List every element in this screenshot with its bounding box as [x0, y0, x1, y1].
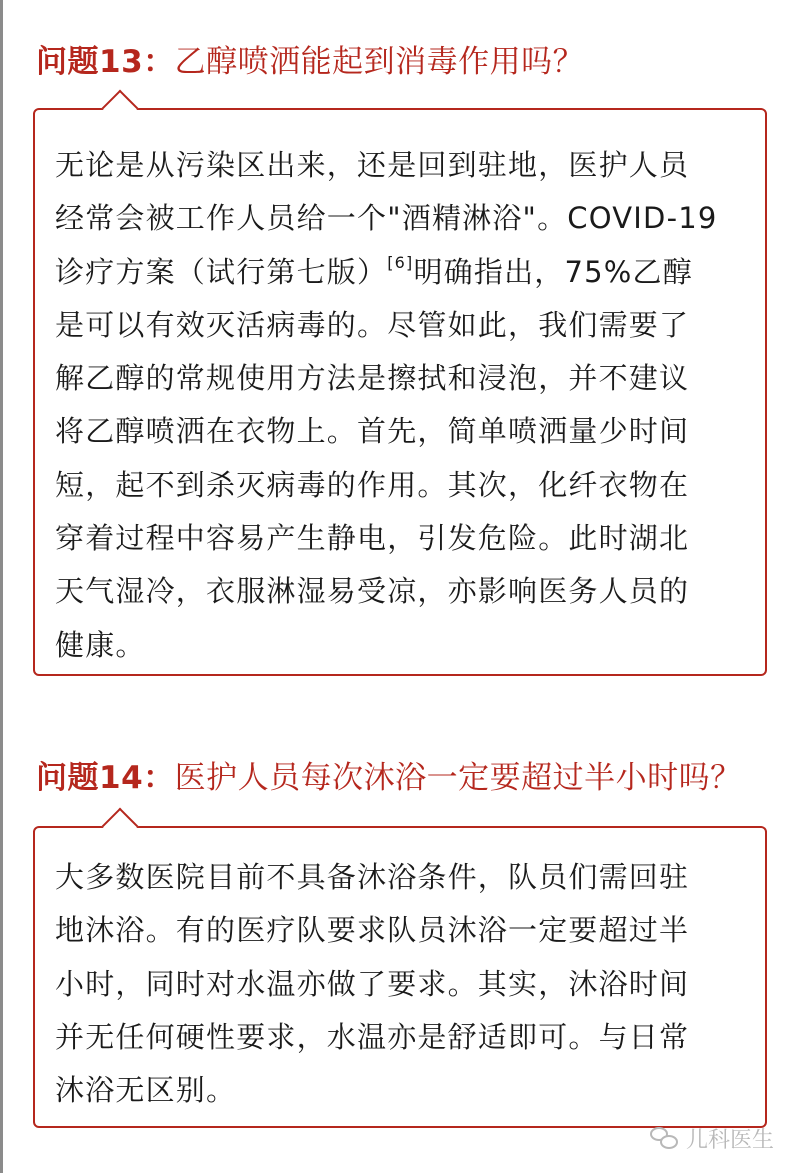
answer-14-box — [33, 826, 767, 1128]
answer-14-notch — [102, 808, 139, 845]
answer-14-text — [55, 851, 751, 1117]
answer-13-line: 将乙醇喷洒在衣物上。首先，简单喷洒量少时间 — [55, 414, 690, 449]
answer-14-line: 并无任何硬性要求，水温亦是舒适即可。与日常 — [55, 1019, 690, 1054]
question-13-title: 乙醇喷洒能起到消毒作用吗？ — [174, 44, 585, 80]
answer-13-line: 天气湿冷，衣服淋湿易受凉，亦影响医务人员的 — [55, 574, 690, 609]
question-13-label: 问题13： — [36, 44, 175, 80]
answer-13-box — [33, 108, 767, 676]
answer-13-line: 经常会被工作人员给一个"酒精淋浴"。COVID-19 — [55, 201, 718, 236]
question-13-heading — [36, 40, 584, 84]
answer-13-line: 解乙醇的常规使用方法是擦拭和浸泡，并不建议 — [55, 361, 690, 396]
answer-14-line: 地沐浴。有的医疗队要求队员沐浴一定要超过半 — [55, 913, 690, 948]
answer-14-line: 大多数医院目前不具备沐浴条件，队员们需回驻 — [55, 860, 690, 894]
answer-13-line: 短，起不到杀灭病毒的作用。其次，化纤衣物在 — [55, 467, 690, 502]
answer-13-line-part: 明确指出，75%乙醇 — [413, 254, 693, 289]
watermark-text: 儿科医生 — [685, 1128, 774, 1153]
question-14-heading — [36, 756, 742, 800]
answer-14-line: 小时，同时对水温亦做了要求。其实，沐浴时间 — [55, 966, 690, 1001]
answer-13-line — [55, 246, 751, 299]
answer-13-line: 穿着过程中容易产生静电，引发危险。此时湖北 — [55, 521, 690, 556]
watermark — [650, 1123, 774, 1154]
reference-marker: [6] — [387, 252, 414, 272]
answer-13-line-part: 诊疗方案（试行第七版） — [55, 254, 388, 289]
answer-13-line: 健康。 — [55, 627, 146, 662]
answer-13-line: 是可以有效灭活病毒的。尽管如此，我们需要了 — [55, 307, 690, 342]
question-14-title: 医护人员每次沐浴一定要超过半小时吗？ — [174, 760, 742, 796]
answer-14-line: 沐浴无区别。 — [55, 1073, 237, 1108]
answer-13-notch — [102, 90, 139, 127]
wechat-icon — [650, 1127, 680, 1151]
answer-13-line: 无论是从污染区出来，还是回到驻地，医护人员 — [55, 148, 690, 182]
answer-13-text — [55, 139, 751, 672]
question-14-label: 问题14： — [36, 760, 175, 796]
left-margin-rule — [0, 0, 3, 1173]
